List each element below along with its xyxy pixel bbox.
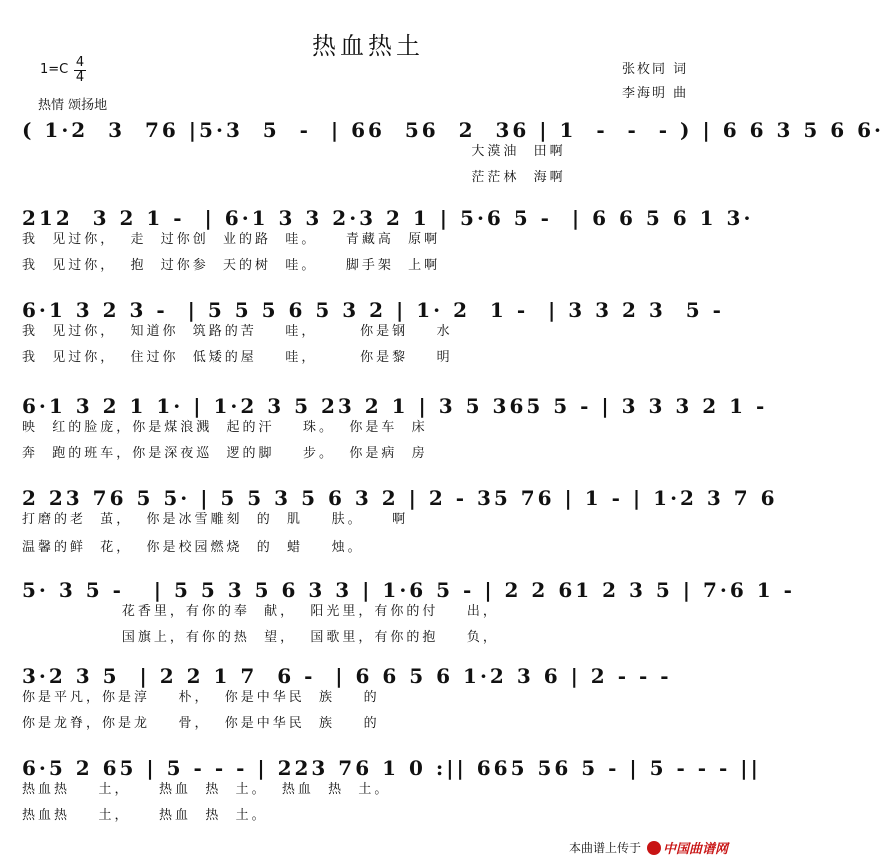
lyric-line-1: 我 见过你， 走 过你创 业的路 哇。 青藏高 原啊 [22,232,441,247]
system-1 [22,118,894,186]
lyric-line-2: 我 见过你， 住过你 低矮的屋 哇， 你是黎 明 [22,350,453,365]
footer [569,838,728,857]
composer-credit: 李海明 曲 [622,86,689,101]
lyric-line-1: 热血热 土， 热血 热 土。 热血 热 土。 [22,782,391,797]
lyric-line-2: 热血热 土， 热血 热 土。 [22,808,268,823]
lyric-line-1: 我 见过你， 知道你 筑路的苦 哇， 你是钢 水 [22,324,453,339]
time-signature [74,56,86,85]
lyric-line-2: 奔 跑的班车，你是深夜巡 逻的脚 步。 你是病 房 [22,446,428,461]
lyricist-credit: 张枚同 词 [622,62,689,77]
time-signature-bottom: 4 [75,70,85,85]
notes-line: 6·1 3 2 1 1· | 1·2 3 5 23 2 1 | 3 5 365 5 - | 3 3 3 2 1 - [22,394,768,418]
lyric-line-2: 你是龙脊，你是龙 骨， 你是中华民 族 的 [22,716,380,731]
lyric-line-1: 大漠油 田啊 [22,144,566,159]
notes-line: ( 1·2 3 76 |5·3 5 - | 66 56 2 36 | 1 - - - ) | 6 6 3 5 6 6· [22,118,894,142]
notes-line: 2 23 76 5 5· | 5 5 3 5 6 3 2 | 2 - 35 76 | 1 - | 1·2 3 7 6 [22,486,778,510]
notes-line: 212 3 2 1 - | 6·1 3 3 2·3 2 1 | 5·6 5 - | 6 6 5 6 1 3· [22,206,754,230]
site-logo[interactable] [647,838,728,857]
lyric-line-1: 映 红的脸庞，你是煤浪溅 起的汗 珠。 你是车 床 [22,420,428,435]
song-title: 热血热土 [312,32,424,60]
lyric-line-2: 我 见过你， 抱 过你参 天的树 哇。 脚手架 上啊 [22,258,441,273]
logo-icon [647,841,661,855]
system-4 [22,394,768,462]
time-signature-top: 4 [75,55,85,70]
tempo-marking: 热情 颂扬地 [38,98,108,113]
system-5 [22,486,778,556]
logo-text: 中国曲谱网 [662,842,728,857]
lyric-line-2: 国旗上，有你的热 望， 国歌里，有你的抱 负， [22,630,499,645]
footer-text: 本曲谱上传于 [568,841,641,855]
key-signature: 1=C [40,62,69,77]
lyric-line-1: 花香里，有你的奉 献， 阳光里，有你的付 出， [22,604,499,619]
system-6 [22,578,795,646]
notes-line: 6·5 2 65 | 5 - - - | 223 76 1 0 :|| 665 56 5 - | 5 - - - || [22,756,761,780]
lyric-line-2: 温馨的鲜 花， 你是校园燃烧 的 蜡 烛。 [22,540,364,555]
system-8 [22,756,761,824]
lyric-line-2: 茫茫林 海啊 [22,170,566,185]
system-3 [22,298,724,366]
notes-line: 5· 3 5 - | 5 5 3 5 6 3 3 | 1·6 5 - | 2 2 61 2 3 5 | 7·6 1 - [22,578,795,602]
notes-line: 3·2 3 5 | 2 2 1 7 6 - | 6 6 5 6 1·2 3 6 | 2 - - - [22,664,672,688]
system-7 [22,664,714,732]
lyric-line-1: 打磨的老 茧， 你是冰雪雕刻 的 肌 肤。 啊 [22,512,409,527]
notes-line: 6·1 3 2 3 - | 5 5 5 6 5 3 2 | 1· 2 1 - | 3 3 2 3 5 - [22,298,724,322]
lyric-line-1: 你是平凡，你是淳 朴， 你是中华民 族 的 [22,690,380,705]
system-2 [22,206,754,274]
